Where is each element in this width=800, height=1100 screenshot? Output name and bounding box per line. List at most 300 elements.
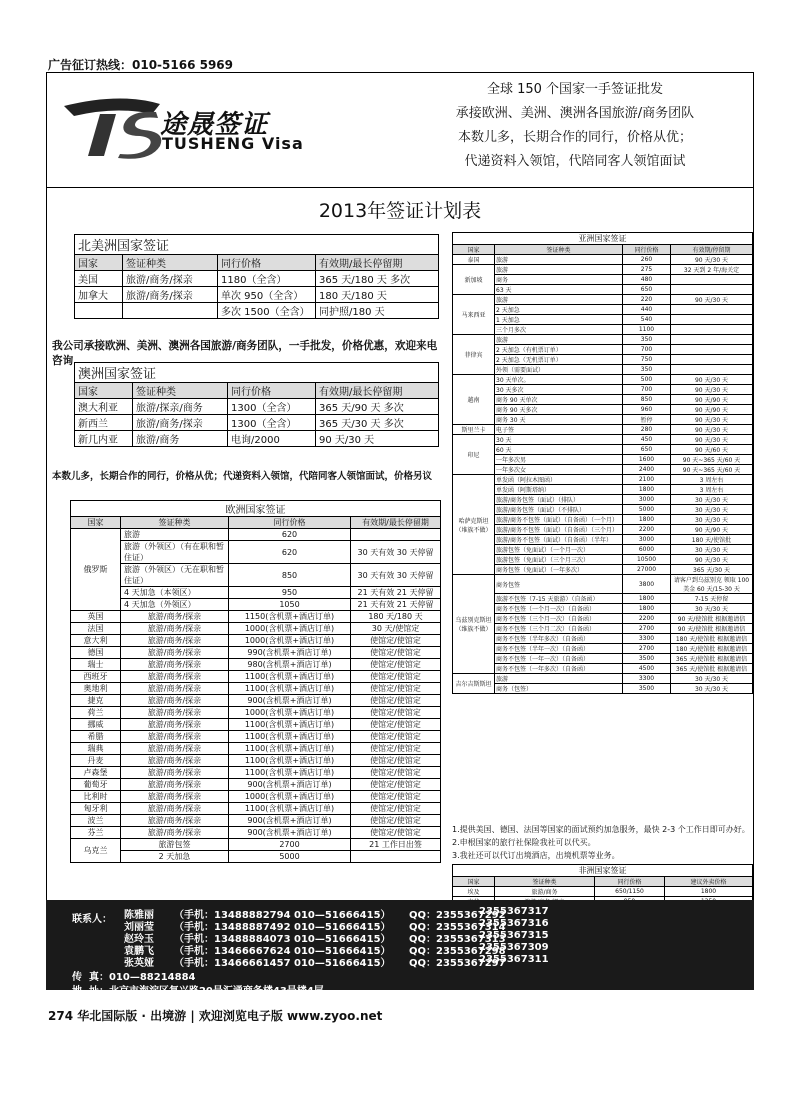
cell: 2200 — [623, 614, 671, 624]
cell: 意大利 — [71, 635, 121, 647]
cell: 32 天到 2 年/海关定 — [671, 265, 753, 275]
cell: 90 天/30 天 — [671, 425, 753, 435]
contact-row — [124, 918, 584, 933]
cell: 620 — [229, 529, 351, 541]
cell — [671, 335, 753, 345]
cell: 1150(含机票+酒店订单) — [229, 611, 351, 623]
slogan — [400, 78, 750, 174]
note-item: 3.我社还可以代订出境酒店，出境机票等业务。 — [452, 851, 620, 860]
table-row — [453, 265, 753, 275]
contact-field: QQ：2355367298 — [409, 946, 506, 957]
note-item: 2.申根国家的旅行社保险我社可以代买。 — [452, 838, 596, 847]
table-row — [71, 803, 441, 815]
table-row — [453, 495, 753, 505]
cell: 21 工作日出签 — [351, 839, 441, 851]
cell: 美国 — [75, 271, 123, 287]
cell: 葡萄牙 — [71, 779, 121, 791]
table-row — [453, 415, 753, 425]
cell: 2 天加急（无机票订单） — [495, 355, 623, 365]
contact-field: 刘丽莹 — [124, 922, 154, 933]
contact-field: QQ：2355367313 — [409, 934, 506, 945]
cell: 旅游包签 — [121, 839, 229, 851]
cell: 旅游/商务/探亲 — [121, 611, 229, 623]
cell: 使馆定/使馆定 — [351, 659, 441, 671]
cell: 奥地利 — [71, 683, 121, 695]
cell: 1100(含机票+酒店订单) — [229, 743, 351, 755]
cell: 900(含机票+酒店订单) — [229, 827, 351, 839]
column-header: 国家 — [453, 877, 495, 887]
cell: 旅游/探亲/商务 — [133, 399, 228, 415]
cell: 280 — [623, 425, 671, 435]
table-row — [71, 647, 441, 659]
cell: 旅游/商务/探亲 — [121, 683, 229, 695]
cell: 30 天 — [495, 435, 623, 445]
cell — [351, 529, 441, 541]
table-row — [453, 515, 753, 525]
cell: 3 周左右 — [671, 485, 753, 495]
cell: 90 天/30 天 — [671, 295, 753, 305]
cell — [671, 285, 753, 295]
cell: 365 天/使馆批 根据邀请信 — [671, 664, 753, 674]
cell — [351, 851, 441, 863]
contact-field: QQ：2355367314 — [409, 922, 506, 933]
cell: 90 天/30 天 — [671, 375, 753, 385]
cell: 650 — [623, 445, 671, 455]
table-row — [453, 684, 753, 694]
table-row — [453, 634, 753, 644]
slogan-line: 代递资料入领馆，代陪同客人领馆面试 — [464, 154, 686, 169]
cell: 3000 — [623, 495, 671, 505]
cell: 使馆定/使馆定 — [351, 695, 441, 707]
logo-english: TUSHENG Visa — [162, 134, 304, 153]
contact-field: 2355367315 — [479, 930, 549, 941]
column-header: 同行价格 — [228, 383, 316, 399]
cell: 暂停 — [623, 415, 671, 425]
europe-table — [70, 500, 441, 863]
cell: 4500 — [623, 664, 671, 674]
contact-field: 010—51666415） — [294, 946, 391, 957]
column-header: 建议外卖价格 — [665, 877, 753, 887]
cell: 1100(含机票+酒店订单) — [229, 767, 351, 779]
cell: 30 天/30 天 — [671, 515, 753, 525]
cell: 旅游/商务不包签（面试）（自备函）（半年） — [495, 535, 623, 545]
cell: 使馆定/使馆定 — [351, 827, 441, 839]
table-row — [71, 683, 441, 695]
cell — [671, 345, 753, 355]
cell — [671, 365, 753, 375]
cell: 30 天/30 天 — [671, 684, 753, 694]
column-header: 国家 — [71, 517, 121, 529]
cell: 使馆定/使馆定 — [351, 755, 441, 767]
cell: 30 天/30 天 — [671, 674, 753, 684]
cell: 匈牙利 — [71, 803, 121, 815]
section-title: 澳洲国家签证 — [75, 363, 439, 383]
cell: 650/1150 — [595, 887, 665, 897]
country-cell: 越南 — [453, 375, 495, 425]
cell: 850 — [229, 564, 351, 587]
cell: 请客户到乌兹别克 领取 100 美金 60 天/15-30 天 — [671, 575, 753, 594]
table-row — [71, 599, 441, 611]
table-row — [453, 644, 753, 654]
table-row — [453, 575, 753, 594]
cell: 旅游/商务/探亲 — [121, 743, 229, 755]
cell: 1100(含机票+酒店订单) — [229, 731, 351, 743]
cell: 旅游/商务/探亲 — [121, 767, 229, 779]
column-header: 同行价格 — [595, 877, 665, 887]
table-row — [71, 839, 441, 851]
cell: 30 天/使馆定 — [351, 623, 441, 635]
north-america-table — [74, 234, 439, 319]
table-row — [75, 415, 439, 431]
cell: 990(含机票+酒店订单) — [229, 647, 351, 659]
cell: 1300（全含） — [228, 415, 316, 431]
cell: 5000 — [229, 851, 351, 863]
cell: 30 天多次 — [495, 385, 623, 395]
cell: 旅游/商务/探亲 — [121, 827, 229, 839]
cell: 电子签 — [495, 425, 623, 435]
cell: 90 天/90 天 — [671, 405, 753, 415]
country-cell: 印尼 — [453, 435, 495, 475]
table-row — [71, 851, 441, 863]
country-cell: 俄罗斯 — [71, 529, 121, 611]
page-footer: 274 华北国际版 · 出境游 | 欢迎浏览电子版 www.zyoo.net — [48, 1009, 383, 1023]
cell: 波兰 — [71, 815, 121, 827]
table-row — [453, 335, 753, 345]
country-cell: 斯里兰卡 — [453, 425, 495, 435]
table-row — [71, 767, 441, 779]
cell: 法国 — [71, 623, 121, 635]
cell: 180 天/使馆批 根据邀请信 — [671, 634, 753, 644]
country-cell: 乌克兰 — [71, 839, 121, 863]
cell: 旅游 — [495, 265, 623, 275]
contact-field: （手机：13488884073 — [174, 934, 291, 945]
ad-banner-1: 我公司承接欧洲、美洲、澳洲各国旅游/商务团队，一手批发，价格优惠，欢迎来电咨询 — [52, 340, 438, 367]
cell: 外领（需要面试） — [495, 365, 623, 375]
contact-field: 2355367311 — [479, 954, 549, 965]
cell: 旅游 — [495, 295, 623, 305]
cell: 1050 — [229, 599, 351, 611]
contact-field: 袁鹏飞 — [124, 946, 154, 957]
table-row — [453, 535, 753, 545]
column-header: 国家 — [75, 255, 123, 271]
cell: 旅游/商务/探亲 — [121, 659, 229, 671]
cell: 旅游/商务包签（面试）（排队） — [495, 495, 623, 505]
table-row — [453, 315, 753, 325]
cell: 90 天/30 天 — [671, 435, 753, 445]
cell: 商务不包签（三个月一次）（自备函） — [495, 614, 623, 624]
cell: 旅游/商务/探亲 — [123, 287, 218, 303]
table-row — [453, 435, 753, 445]
cell: 旅游/商务/探亲 — [121, 791, 229, 803]
cell: 旅游/商务/探亲 — [121, 707, 229, 719]
cell: 旅游 — [495, 674, 623, 684]
cell: 950 — [229, 587, 351, 599]
table-row — [453, 405, 753, 415]
cell: 4 天加急（外领区） — [121, 599, 229, 611]
cell: 旅游/商务/探亲 — [121, 671, 229, 683]
table-row — [453, 285, 753, 295]
cell: 30 天/30 天 — [671, 545, 753, 555]
table-row — [453, 345, 753, 355]
cell: 埃及 — [453, 887, 495, 897]
cell: 新西兰 — [75, 415, 133, 431]
table-row — [71, 707, 441, 719]
cell: 商务不包签（三个月二次）（自备函） — [495, 624, 623, 634]
cell: 单发函（阿拉木图函） — [495, 475, 623, 485]
section-title: 非洲国家签证 — [453, 865, 753, 877]
cell: 90 天/使馆批 根据邀请信 — [671, 624, 753, 634]
cell: 多次 1500（全含） — [218, 303, 316, 319]
contact-field: （手机：13466661457 — [174, 958, 291, 969]
contact-field: （手机：13488882794 — [174, 910, 291, 921]
table-row — [453, 505, 753, 515]
table-row — [71, 731, 441, 743]
cell: 10500 — [623, 555, 671, 565]
cell: 旅游不包签（7-15 天旅游）（自备函） — [495, 594, 623, 604]
contact-field: （手机：13466667624 — [174, 946, 291, 957]
cell: 440 — [623, 305, 671, 315]
cell: 德国 — [71, 647, 121, 659]
cell: 30 天有效 30 天停留 — [351, 564, 441, 587]
cell: 单发函（阿斯塔纳） — [495, 485, 623, 495]
cell: 旅游/商务/探亲 — [121, 815, 229, 827]
cell: 旅游包签（免面试）（一个月一次） — [495, 545, 623, 555]
table-row — [453, 355, 753, 365]
cell: 商务 90 天单次 — [495, 395, 623, 405]
cell: 旅游/商务/探亲 — [121, 695, 229, 707]
table-row — [75, 399, 439, 415]
cell: 旅游/商务/探亲 — [121, 779, 229, 791]
cell: 使馆定/使馆定 — [351, 707, 441, 719]
table-row — [71, 791, 441, 803]
cell: 2 天加急 — [121, 851, 229, 863]
cell — [671, 325, 753, 335]
cell: 2 天加急（有机票订单） — [495, 345, 623, 355]
country-cell: 乌兹别克斯坦（维族不做） — [453, 575, 495, 674]
contact-row — [124, 942, 584, 957]
slogan-line: 承接欧洲、美洲、澳洲各国旅游/商务团队 — [455, 106, 695, 121]
cell: 620 — [229, 541, 351, 564]
table-row — [71, 719, 441, 731]
cell: 90 天/90 天 — [671, 395, 753, 405]
table-row — [453, 887, 753, 897]
table-row — [453, 425, 753, 435]
cell — [123, 303, 218, 319]
cell: 使馆定/使馆定 — [351, 767, 441, 779]
cell: 旅游/商务/探亲 — [121, 755, 229, 767]
table-row — [453, 365, 753, 375]
cell: 商务不包签（半年一次）（自备函） — [495, 644, 623, 654]
contact-field: 010—51666415） — [294, 958, 391, 969]
contact-label: 联系人： — [72, 914, 112, 925]
cell: 90 天/30 天 — [671, 415, 753, 425]
table-row — [453, 565, 753, 575]
table-row — [71, 611, 441, 623]
cell: 1000(含机票+酒店订单) — [229, 623, 351, 635]
column-header: 签证种类 — [133, 383, 228, 399]
column-header: 有效期/最长停留期 — [316, 255, 439, 271]
cell: 商务 — [495, 275, 623, 285]
cell: 220 — [623, 295, 671, 305]
contact-field: 2355367309 — [479, 942, 549, 953]
table-row — [71, 529, 441, 541]
cell: 30 天/30 天 — [671, 505, 753, 515]
column-header: 签证种类 — [495, 877, 595, 887]
cell: 比利时 — [71, 791, 121, 803]
table-row — [71, 815, 441, 827]
cell: 旅游/商务/探亲 — [133, 415, 228, 431]
cell: 180 天/使馆批 — [671, 535, 753, 545]
column-header: 同行价格 — [229, 517, 351, 529]
cell: 1 天加急 — [495, 315, 623, 325]
contact-field: 010—51666415） — [294, 910, 391, 921]
cell: 旅游（外领区）（有在职和暂住证） — [121, 541, 229, 564]
cell — [671, 315, 753, 325]
notes — [452, 823, 752, 862]
cell: 电询/2000 — [228, 431, 316, 447]
cell: 使馆定/使馆定 — [351, 815, 441, 827]
cell: 使馆定/使馆定 — [351, 635, 441, 647]
cell: 30 天有效 30 天停留 — [351, 541, 441, 564]
cell: 瑞典 — [71, 743, 121, 755]
cell: 旅游/商务/探亲 — [121, 635, 229, 647]
table-row — [75, 431, 439, 447]
table-row — [71, 635, 441, 647]
cell: 新几内亚 — [75, 431, 133, 447]
cell: 260 — [623, 255, 671, 265]
column-header: 有效期/停留期 — [671, 245, 753, 255]
contact-row — [124, 930, 584, 945]
section-title: 欧洲国家签证 — [71, 501, 441, 517]
cell: 540 — [623, 315, 671, 325]
cell: 4 天加急（本领区） — [121, 587, 229, 599]
cell: 6000 — [623, 545, 671, 555]
cell: 3300 — [623, 674, 671, 684]
cell: 使馆定/使馆定 — [351, 683, 441, 695]
address: 地 址：北京市海淀区复兴路20号汇通商务楼43号楼4层 — [72, 986, 324, 997]
table-row — [71, 779, 441, 791]
column-header: 签证种类 — [121, 517, 229, 529]
cell: 商务 90 天多次 — [495, 405, 623, 415]
cell: 700 — [623, 385, 671, 395]
cell: 180 天/使馆批 根据邀请信 — [671, 644, 753, 654]
cell: 使馆定/使馆定 — [351, 779, 441, 791]
column-header: 签证种类 — [495, 245, 623, 255]
cell: 3800 — [623, 575, 671, 594]
cell: 900(含机票+酒店订单) — [229, 695, 351, 707]
table-row — [453, 594, 753, 604]
table-row — [71, 541, 441, 564]
country-cell: 哈萨克斯坦（堆族不做） — [453, 475, 495, 575]
cell: 90 天/30 天 — [316, 431, 439, 447]
cell: 使馆定/使馆定 — [351, 671, 441, 683]
cell: 90 天/30 天 — [671, 255, 753, 265]
table-row — [71, 755, 441, 767]
cell: 1100(含机票+酒店订单) — [229, 671, 351, 683]
cell: 旅游/商务/探亲 — [121, 731, 229, 743]
country-cell: 新加坡 — [453, 265, 495, 295]
cell: 3 周左右 — [671, 475, 753, 485]
cell: 1100(含机票+酒店订单) — [229, 755, 351, 767]
cell: 90 天/60 天 — [671, 445, 753, 455]
cell — [75, 303, 123, 319]
column-header: 国家 — [453, 245, 495, 255]
table-row — [453, 475, 753, 485]
header-divider — [46, 187, 754, 188]
cell: 商务不包签（一个月一次）（自备函） — [495, 604, 623, 614]
cell: 2 天加急 — [495, 305, 623, 315]
table-row — [453, 555, 753, 565]
contact-field: 2355367316 — [479, 918, 549, 929]
country-cell: 吉尔吉斯斯坦 — [453, 674, 495, 694]
cell: 使馆定/使馆定 — [351, 647, 441, 659]
cell: 1800 — [623, 515, 671, 525]
cell: 旅游 — [495, 255, 623, 265]
cell: 180 天/180 天 — [316, 287, 439, 303]
table-row — [453, 664, 753, 674]
cell: 180 天/180 天 — [351, 611, 441, 623]
cell: 7-15 天停留 — [671, 594, 753, 604]
table-row — [71, 623, 441, 635]
table-row — [453, 624, 753, 634]
australia-table — [74, 362, 439, 447]
cell: 2400 — [623, 465, 671, 475]
cell: 2200 — [623, 525, 671, 535]
contact-field: 陈雅丽 — [124, 910, 154, 921]
column-header: 有效期/最长停留期 — [316, 383, 439, 399]
table-row — [453, 385, 753, 395]
table-row — [453, 395, 753, 405]
cell: 27000 — [623, 565, 671, 575]
contact-field: 010—51666415） — [294, 934, 391, 945]
cell: 旅游/商务 — [133, 431, 228, 447]
table-row — [453, 445, 753, 455]
cell: 1100(含机票+酒店订单) — [229, 803, 351, 815]
cell: 900(含机票+酒店订单) — [229, 779, 351, 791]
cell: 荷兰 — [71, 707, 121, 719]
cell: 商务不包签（半年多次）（自备函） — [495, 634, 623, 644]
logo-name: 途晟签证 — [160, 110, 269, 140]
cell: 商务不包签（一年一次）（自备函） — [495, 654, 623, 664]
table-row — [453, 325, 753, 335]
cell: 商务包签 — [495, 575, 623, 594]
cell: 1000(含机票+酒店订单) — [229, 707, 351, 719]
cell — [671, 355, 753, 365]
contact-field: 张英娅 — [124, 958, 154, 969]
cell: 1100(含机票+酒店订单) — [229, 683, 351, 695]
table-row — [75, 303, 439, 319]
cell: 5000 — [623, 505, 671, 515]
cell: 960 — [623, 405, 671, 415]
table-row — [75, 287, 439, 303]
cell: 3500 — [623, 654, 671, 664]
cell: 旅游/商务/探亲 — [123, 271, 218, 287]
table-row — [75, 271, 439, 287]
table-row — [71, 827, 441, 839]
cell: 使馆定/使馆定 — [351, 743, 441, 755]
cell: 90 天/90 天 — [671, 525, 753, 535]
table-row — [453, 375, 753, 385]
cell: 旅游/商务/探亲 — [121, 803, 229, 815]
table-row — [453, 674, 753, 684]
cell: 旅游（外领区）（无在职和暂住证） — [121, 564, 229, 587]
cell: 澳大利亚 — [75, 399, 133, 415]
cell: 500 — [623, 375, 671, 385]
cell: 30 天/30 天 — [671, 604, 753, 614]
cell: 加拿大 — [75, 287, 123, 303]
cell: 挪威 — [71, 719, 121, 731]
cell: 商务不包签（一年多次）（自备函） — [495, 664, 623, 674]
